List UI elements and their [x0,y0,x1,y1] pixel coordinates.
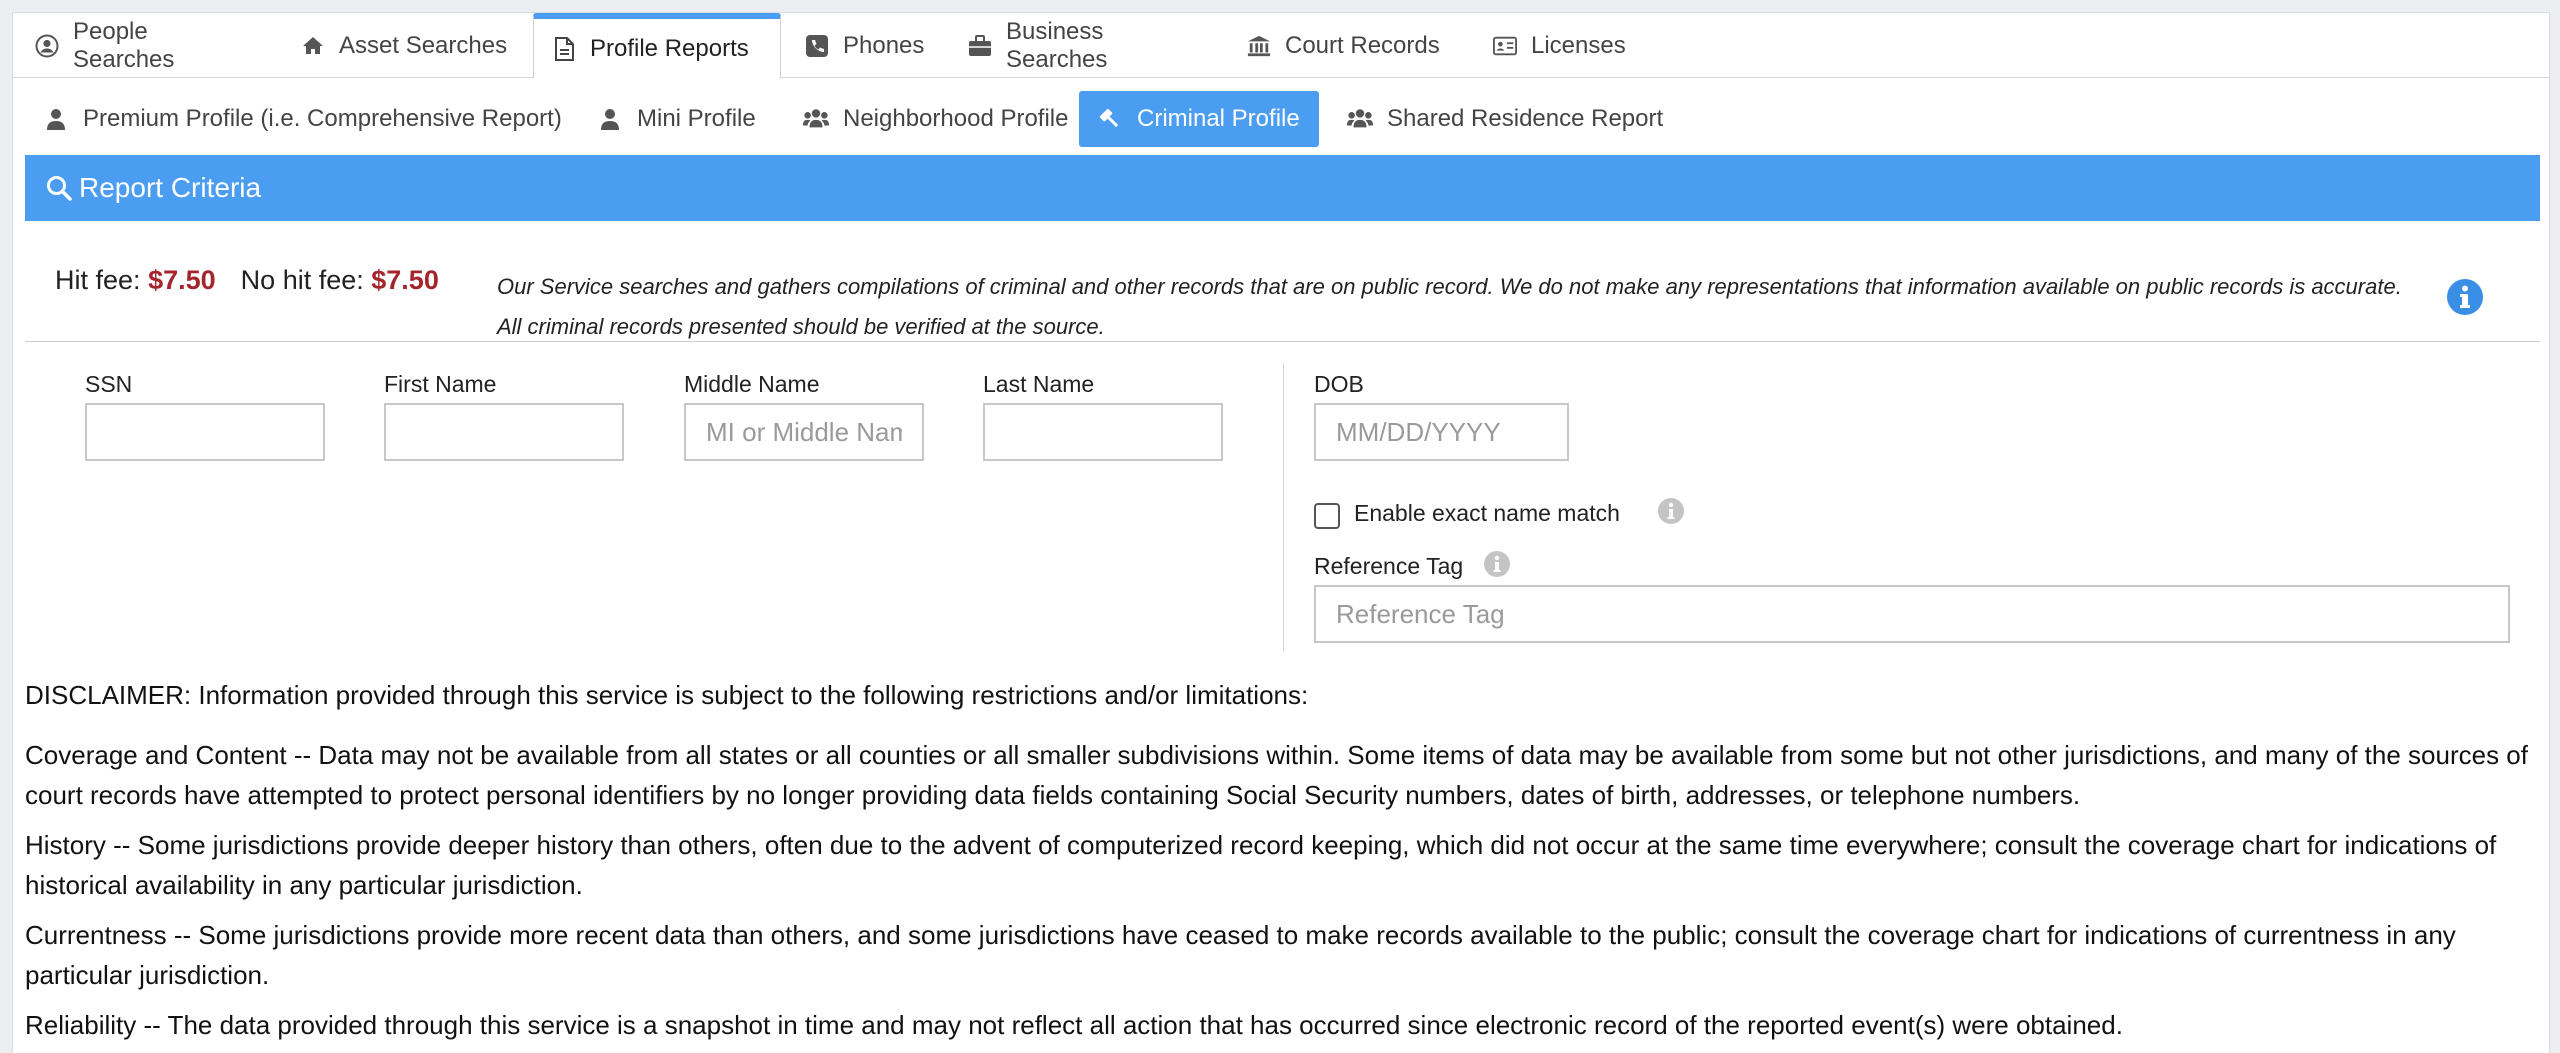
subtab-neighborhood-profile[interactable] [785,91,1075,147]
form-column-divider [1283,363,1284,651]
notice-line-2: All criminal records presented should be verified at the source. [497,314,1105,339]
users-icon [803,107,829,131]
first-name-label: First Name [384,371,497,397]
search-icon [45,174,73,202]
report-criteria-header [25,155,2540,221]
notice-line-1: Our Service searches and gathers compilations of criminal and other records that are on public record. We do not make any representations that information available on public records is accurate. [497,274,2402,299]
disclaimer-currentness: Currentness -- Some jurisdictions provide more recent data than others, and some jurisdictions have ceased to make records available to the public; consult the coverage chart for indications of currentness in any particular jurisdiction. [25,920,2456,990]
tab-label: People Searches [73,17,175,73]
report-criteria-title: Report Criteria [79,172,262,203]
tab-licenses[interactable] [1471,13,1651,78]
tab-court-records[interactable] [1225,13,1455,78]
no-hit-fee-amount: $7.50 [371,265,439,295]
ssn-label: SSN [85,371,133,397]
tab-profile-reports[interactable] [533,13,781,79]
tab-asset-searches[interactable] [279,13,529,78]
middle-name-input[interactable] [684,403,924,461]
exact-name-match-checkbox[interactable] [1314,503,1340,529]
briefcase-icon [968,34,992,58]
courthouse-icon [1247,34,1271,58]
subtab-label: Mini Profile [637,105,756,132]
no-hit-fee-label: No hit fee: [240,265,364,295]
disclaimer-coverage: Coverage and Content -- Data may not be available from all states or all counties or all smaller subdivisions within. Some items of data may be available from some but not other jurisdictions, and many of the sources of court records have attempted to protect personal identifiers by no longer providing data fields containing Social Security numbers, dates of birth, addresses, or telephone numbers. [25,740,2528,810]
tab-label: Business Searches [1006,17,1108,73]
subtab-label: Shared Residence Report [1387,105,1664,132]
tab-label: Profile Reports [590,34,749,62]
subtab-label: Criminal Profile [1137,105,1300,132]
subtab-label: Neighborhood Profile [843,105,1069,132]
first-name-input[interactable] [384,403,624,461]
hit-fee-amount: $7.50 [148,265,216,295]
tab-label: Asset Searches [339,31,508,59]
exact-name-match-label: Enable exact name match [1354,500,1620,526]
sub-tab-bar [13,91,2549,147]
ssn-input[interactable] [85,403,325,461]
search-panel [12,12,2550,1053]
document-icon [552,37,576,61]
user-icon [43,107,69,131]
tab-label: Court Records [1285,31,1440,59]
top-tab-bar [13,13,2549,78]
id-card-icon [1493,34,1517,58]
middle-name-label: Middle Name [684,371,820,397]
disclaimer-history: History -- Some jurisdictions provide deeper history than others, often due to the advent of computerized record keeping, which did not occur at the same time everywhere; consult the coverage chart for indications of historical availability in any particular jurisdiction. [25,830,2497,900]
subtab-label: Premium Profile (i.e. Comprehensive Report) [83,105,562,132]
divider [25,341,2540,342]
dob-label: DOB [1314,371,1364,397]
subtab-criminal-profile[interactable] [1079,91,1319,147]
subtab-shared-residence-report[interactable] [1329,91,1679,147]
reference-tag-label: Reference Tag [1314,553,1464,579]
gavel-icon [1097,107,1123,131]
home-icon [301,34,325,58]
public-record-notice [497,267,2447,347]
reference-tag-input[interactable] [1314,585,2510,643]
info-icon[interactable] [1657,497,1685,525]
subtab-mini-profile[interactable] [579,91,775,147]
disclaimer-reliability: Reliability -- The data provided through this service is a snapshot in time and may not reflect all action that has occurred since electronic record of the reported event(s) were obtained. [25,1010,2123,1040]
tab-phones[interactable] [783,13,933,78]
tab-people-searches[interactable] [13,13,255,78]
last-name-label: Last Name [983,371,1095,397]
subtab-premium-profile[interactable] [25,91,565,147]
info-icon[interactable] [2445,277,2485,317]
users-icon [1347,107,1373,131]
tab-label: Phones [843,31,925,59]
tab-label: Licenses [1531,31,1626,59]
fee-summary [55,265,439,296]
tab-business-searches[interactable] [946,13,1206,78]
user-circle-icon [35,34,59,58]
info-icon[interactable] [1483,550,1511,578]
last-name-input[interactable] [983,403,1223,461]
user-icon [597,107,623,131]
hit-fee-label: Hit fee: [55,265,141,295]
dob-input[interactable] [1314,403,1569,461]
disclaimer-heading: DISCLAIMER: Information provided through this service is subject to the following restrictions and/or limitations: [25,680,1309,710]
phone-icon [805,34,829,58]
